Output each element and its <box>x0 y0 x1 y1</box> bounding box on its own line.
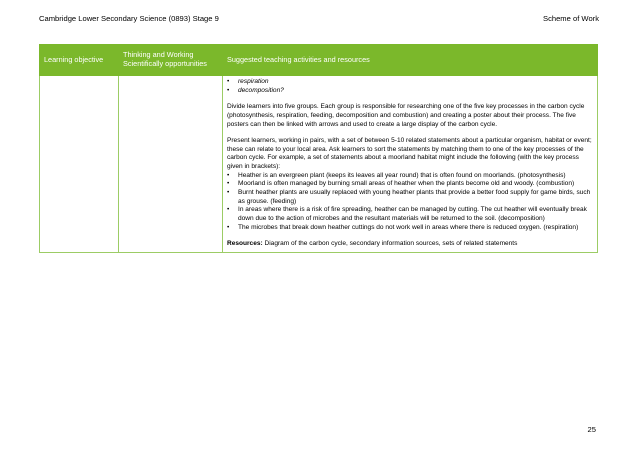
thinking-working-cell <box>119 76 223 253</box>
list-item: • decomposition? <box>227 86 284 94</box>
resources-line <box>227 240 593 249</box>
column-header-teaching-activities: Suggested teaching activities and resources <box>223 45 598 76</box>
bullet-icon: • <box>227 180 230 188</box>
resources-label: Resources: <box>227 240 263 248</box>
list-item: • Burnt heather plants are usually replaced with young heather plants that provide a better food supply for game birds, such as grouse. (feeding) <box>227 189 591 205</box>
table-header-row <box>40 45 598 76</box>
teaching-activities-cell <box>223 76 598 253</box>
list-item: • Moorland is often managed by burning small areas of heather when the plants become old and woody. (combustion) <box>227 180 575 188</box>
list-item: • In areas where there is a risk of fire spreading, heather can be managed by cutting. The cut heather will eventually break down due to the action of microbes and the resultant materials will be returned to the soil. (decomposition) <box>227 206 587 222</box>
list-item: • respiration <box>227 78 269 85</box>
page-number: 25 <box>587 425 596 434</box>
bullet-icon: • <box>227 171 230 179</box>
resources-text: Diagram of the carbon cycle, secondary information sources, sets of related statements <box>262 240 518 248</box>
column-header-learning-objective: Learning objective <box>40 45 119 76</box>
column-header-thinking-working: Thinking and Working Scientifically opportunities <box>119 45 223 76</box>
bullet-icon: • <box>227 189 230 197</box>
bullet-icon: • <box>227 86 230 94</box>
process-list <box>227 78 593 95</box>
list-item: • The microbes that break down heather cuttings do not work well in areas where there is reduced oxygen. (respiration) <box>227 223 579 231</box>
paragraph-groups-activity: Divide learners into five groups. Each group is responsible for researching one of the five key processes in the carbon cycle (photosynthesis, respiration, feeding, decomposition and combustion) and creating a poster about their process. The five posters can then be linked with arrows and used to create a large display of the carbon cycle. <box>227 103 585 128</box>
document-header-label: Scheme of Work <box>543 14 599 23</box>
paragraph-pairs-activity: Present learners, working in pairs, with a set of between 5-10 related statements about a particular organism, habitat or event; these can relate to your local area. Ask learners to sort the statements by matching them to one of the key processes of the carbon cycle. For example, a set of statements about a moorland habitat might include the following (with the key process given in brackets): <box>227 137 592 171</box>
scheme-table <box>39 44 598 253</box>
bullet-icon: • <box>227 223 230 231</box>
list-item: • Heather is an evergreen plant (keeps its leaves all year round) that is often found on moorlands. (photosynthesis) <box>227 171 566 179</box>
bullet-icon: • <box>227 78 230 85</box>
bullet-icon: • <box>227 206 230 214</box>
table-row <box>40 76 598 253</box>
document-header-title: Cambridge Lower Secondary Science (0893) Stage 9 <box>39 14 219 23</box>
statement-list <box>227 172 593 232</box>
learning-objective-cell <box>40 76 119 253</box>
